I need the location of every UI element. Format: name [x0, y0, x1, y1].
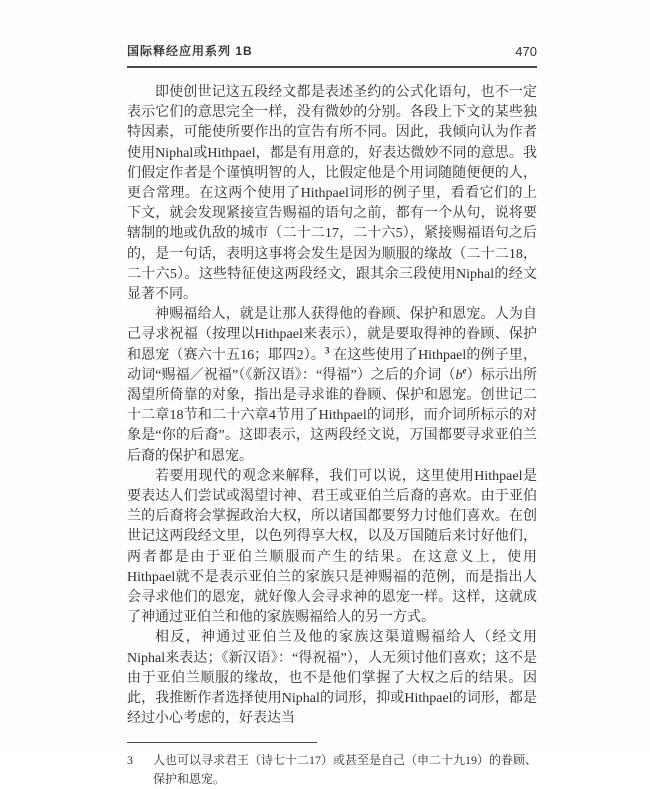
page-number: 470: [515, 44, 537, 59]
text-run: 神赐福给人，就是让那人获得他的眷顾、保护和恩宠。人为自己寻求祝福（按理以Hithpael来表示），就是要取得神的眷顾、保护和恩宠（赛六十五16；耶四2）。: [127, 307, 537, 363]
series-title: 国际释经应用系列 1B: [127, 44, 253, 58]
text-run: 在这些使用了Hithpael的例子里，动词“赐福／祝福”（《新汉语》：“得福”）之后的介词（: [127, 347, 537, 383]
footnote-marker: 3: [127, 752, 133, 767]
footnote-reference: 3: [325, 344, 330, 355]
paragraph: [127, 467, 537, 629]
styled-text-run: e: [462, 365, 467, 376]
paragraph: [127, 628, 537, 729]
page-header: [127, 42, 537, 68]
paragraph: [127, 83, 537, 305]
text-run: 即使创世记这五段经文都是表述圣约的公式化语句，也不一定表示它们的意思完全一样，没有微妙的分别。各段上下文的某些独特因素，可能使所要作出的宣告有所不同。因此，我倾向认为作者使用Niphal或Hithpael，都是有用意的，好表达微妙不同的意思。我们假定作者是个谨慎明智的人，比假定他是个用词随随便便的人，更合常理。在这两个使用了Hithpael词形的例子里，看看它们的上下文，就会发现紧接宣告赐福的语句之前，都有一个从句，说将要辖制的地或仇敌的城市（二十二17，二十六5），紧接赐福语句之后的，是一句话，表明这事将会发生是因为顺服的缘故（二十二18，二十六5）。这些特征使这两段经文，跟其余三段使用Niphal的经文显著不同。: [127, 85, 537, 303]
footnote: [127, 751, 537, 789]
paragraph: [127, 305, 537, 467]
text-run: 人也可以寻求君王（诗七十二17）或甚至是自己（申二十九19）的眷顾、保护和恩宠。: [153, 752, 538, 786]
footnote-block: [127, 742, 537, 789]
text-run: 若要用现代的观念来解释，我们可以说，这里使用Hithpael是要表达人们尝试或渴望讨神、君王或亚伯兰后裔的喜欢。由于亚伯兰的后裔将会掌握政治大权，所以诸国都要努力讨他们喜欢。在创世记这两段经文里，以色列得享大权，以及万国随后来讨好他们，两者都是由于亚伯兰顺服而产生的结果。在这意义上，使用Hithpael就不是表示亚伯兰的家族只是神赐福的范例，而是指出人会寻求他们的恩宠，就好像人会寻求神的恩宠一样。这样，这就成了神通过亚伯兰和他的家族赐福给人的另一方式。: [127, 468, 537, 626]
hebrew-preposition: b: [455, 367, 463, 383]
footnote-separator: [127, 742, 317, 743]
footnote-text: [153, 751, 537, 789]
text-run: 相反，神通过亚伯兰及他的家族这渠道赐福给人（经文用Niphal来表达；《新汉语》：“得祝福”），人无须讨他们喜欢；这不是由于亚伯兰顺服的缘故，也不是他们掌握了大权之后的结果。因此，我推断作者选择使用Niphal的词形，抑或Hithpael的词形，都是经过小心考虑的，好表达当: [127, 630, 537, 727]
text-run: ）标示出所渴望所倚靠的对象，指出是寻求谁的眷顾、保护和恩宠。创世记二十二章18节和二十六章4节用了Hithpael的词形，而介词所标示的对象是“你的后裔”。这即表示，这两段经文说，万国都要寻求亚伯兰后裔的保护和恩宠。: [127, 367, 538, 464]
body-text: [127, 83, 537, 730]
